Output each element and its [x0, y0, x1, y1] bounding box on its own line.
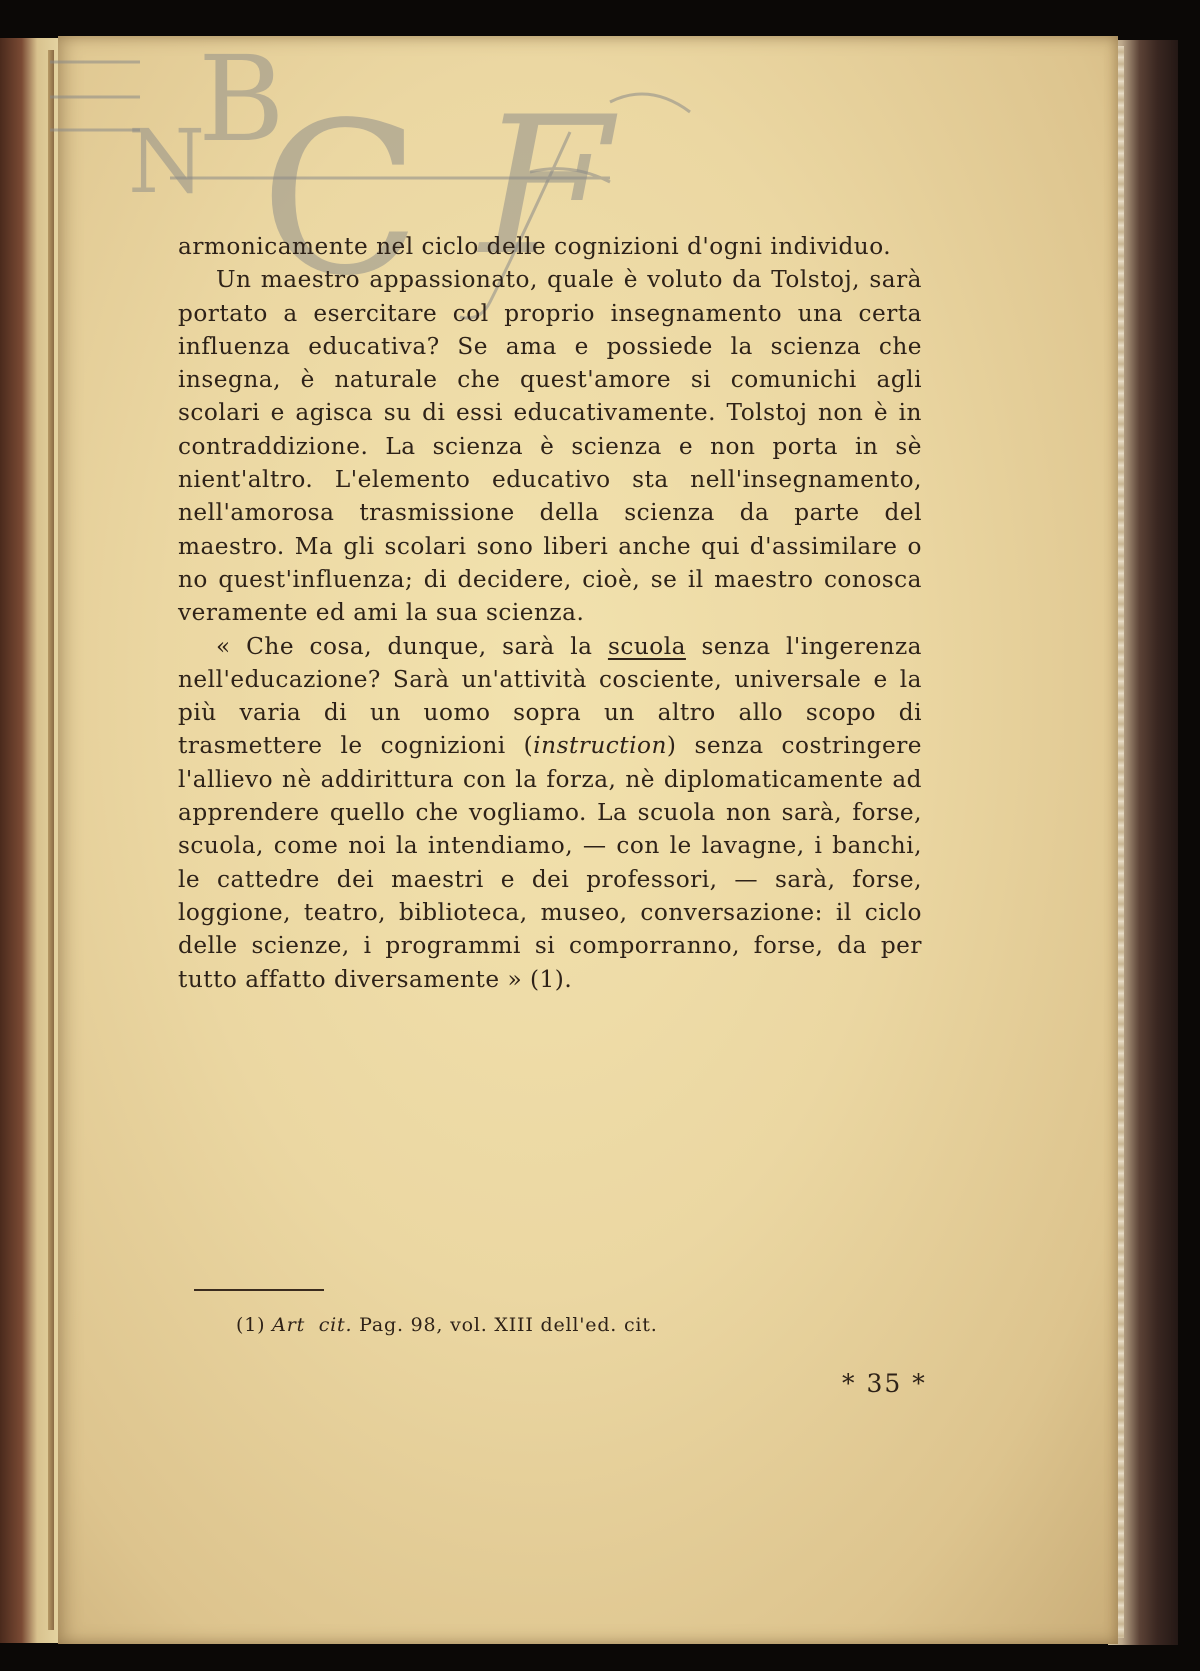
italic-word-instruction: instruction [533, 732, 667, 760]
footnote [236, 1314, 658, 1336]
body-text [178, 230, 922, 996]
paragraph-1: armonicamente nel ciclo delle cognizioni d'ogni individuo. [178, 233, 892, 260]
paragraph-2: Un maestro appassionato, quale è voluto da Tolstoj, sarà portato a esercitare col proprio insegnamento una certa influenza educativa? Se ama e possiede la scienza che insegna, è naturale che quest'amore si comunichi agli scolari e agisca su di essi educativamente. Tolstoj non è in contraddizione. La scienza è scienza e non porta in sè nient'altro. L'elemento educativo sta nell'insegnamento, nell'amorosa trasmissione della scienza da parte del maestro. Ma gli scolari sono liberi anche qui d'assimilare o no quest'influenza; di decidere, cioè, se il maestro conosca veramente ed ami la sua scienza. [178, 266, 922, 627]
facing-page-fold [48, 50, 54, 1630]
footnote-reference: Pag. 98, vol. XIII dell'ed. cit. [359, 1314, 658, 1336]
quote-text-start: « Che cosa, dunque, sarà la [216, 632, 608, 660]
page-number: * 35 * [842, 1369, 927, 1398]
quote-text-middle: senza l'ingerenza nell'educazione? Sarà un'attività cosciente, universale e la più varia di un uomo sopra un altro allo scopo di trasmettere le cognizioni ( [178, 632, 922, 760]
watermark-letter-f: F [480, 76, 612, 297]
watermark-letter-b: B [198, 30, 285, 168]
watermark-letter-n: N [128, 110, 205, 213]
watermark-letter-c: C [260, 77, 421, 322]
paragraph-3-quote [178, 630, 922, 996]
footnote-cit: cit. [318, 1314, 353, 1336]
underlined-word-scuola: scuola [607, 632, 686, 660]
footnote-art: Art [272, 1314, 306, 1336]
quote-text-end: ) senza costringere l'allievo nè addirittura con la forza, nè diplomaticamente ad apprendere quello che vogliamo. La scuola non sarà, forse, scuola, come noi la intendiamo, — con le lavagne, i banchi, le cattedre dei maestri e dei professori, — sarà, forse, loggione, teatro, biblioteca, museo, conversazione: il ciclo delle scienze, i programmi si comporranno, forse, da per tutto affatto diversamente » (1). [178, 732, 922, 993]
footnote-divider [194, 1289, 324, 1291]
footnote-marker: (1) [236, 1314, 266, 1336]
